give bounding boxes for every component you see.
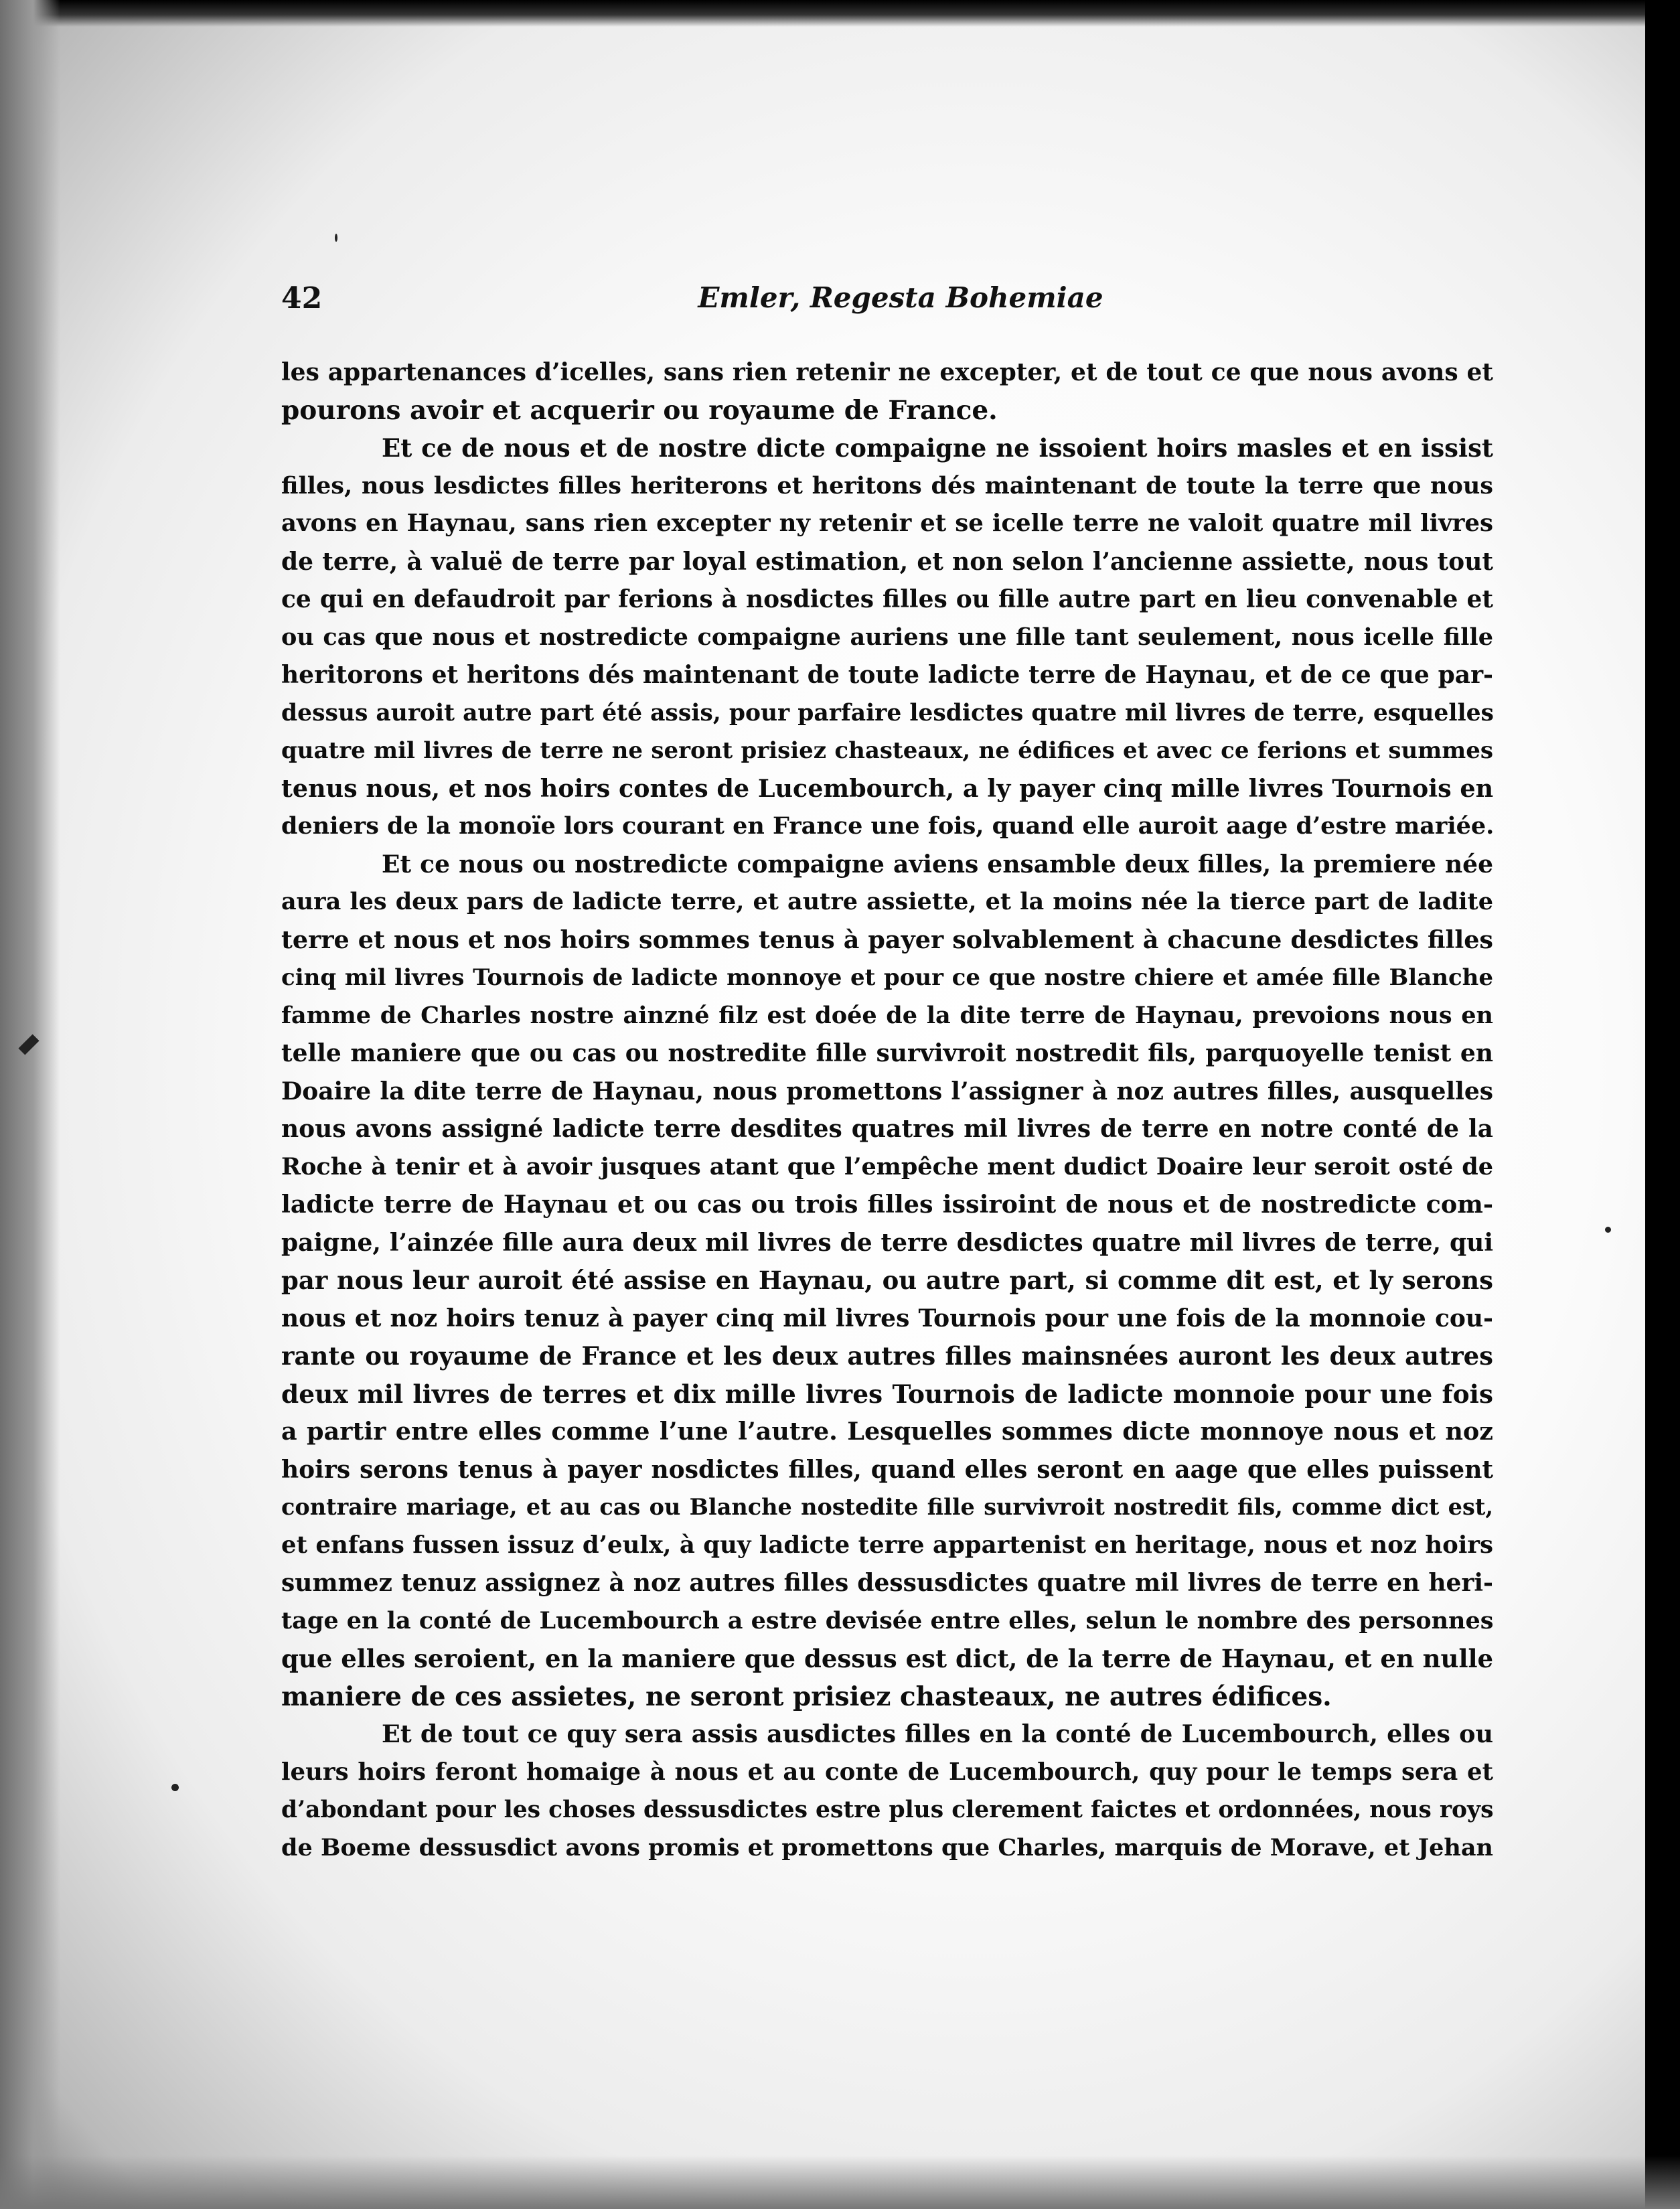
running-title: Emler, Regesta Bohemiae [698,281,1103,314]
page-number: 42 [281,281,323,315]
text-line: de Boeme dessusdict avons promis et promettons que Charles, marquis de Morave, et Jehan [281,1833,1493,1861]
text-line: nous et noz hoirs tenuz à payer cinq mil livres Tournois pour une fois de la monnoie cou- [281,1304,1493,1332]
text-line: ou cas que nous et nostredicte compaigne auriens une fille tant seulement, nous icelle fille [281,623,1493,651]
text-line: ce qui en defaudroit par ferions à nosdictes filles ou fille autre part en lieu convenable et [281,585,1493,613]
text-line: tage en la conté de Lucembourch a estre devisée entre elles, selun le nombre des personnes [281,1606,1494,1634]
text-line: heritorons et heritons dés maintenant de toute ladicte terre de Haynau, et de ce que par- [281,661,1493,689]
text-line: d’abondant pour les choses dessusdictes estre plus clerement faictes et ordonnées, nous roys [281,1797,1494,1823]
text-line: maniere de ces assietes, ne seront prisiez chasteaux, ne autres édifices. [281,1681,1332,1712]
scan-shadow-left [0,0,60,2209]
text-line: terre et nous et nos hoirs sommes tenus à payer solvablement à chacune desdictes filles [281,925,1493,954]
text-line: avons en Haynau, sans rien excepter ny retenir et se icelle terre ne valoit quatre mil livres [281,510,1493,537]
text-line: nous avons assigné ladicte terre desdites quatres mil livres de terre en notre conté de la [281,1115,1493,1143]
text-line: ladicte terre de Haynau et ou cas ou trois filles issiroint de nous et de nostredicte com- [281,1190,1493,1219]
text-line: paigne, l’ainzée fille aura deux mil livres de terre desdictes quatre mil livres de terre, qui [281,1228,1493,1257]
text-line: famme de Charles nostre ainzné filz est doée de la dite terre de Haynau, prevoions nous en [281,1001,1493,1029]
text-line: summez tenuz assignez à noz autres filles dessusdictes quatre mil livres de terre en heri- [281,1569,1493,1597]
text-line: tenus nous, et nos hoirs contes de Lucembourch, a ly payer cinq mille livres Tournois en [281,773,1494,803]
text-line: deniers de la monoïe lors courant en France une fois, quand elle auroit aage d’estre mariée. [281,812,1495,840]
text-line: Roche à tenir et à avoir jusques atant que l’empêche ment dudict Doaire leur seroit osté de [281,1152,1493,1180]
text-line: deux mil livres de terres et dix mille livres Tournois de ladicte monnoie pour une fois [281,1379,1493,1409]
scan-speck [1605,1227,1611,1233]
text-line: hoirs serons tenus à payer nosdictes filles, quand elles seront en aage que elles puissent [281,1455,1493,1484]
document-body [281,354,1493,1867]
text-line: filles, nous lesdictes filles heriterons et heritons dés maintenant de toute la terre que nous [281,471,1493,500]
text-line: Doaire la dite terre de Haynau, nous promettons l’assigner à noz autres filles, ausquelles [281,1077,1493,1106]
text-line: leurs hoirs feront homaige à nous et au conte de Lucembourch, quy pour le temps sera et [281,1758,1493,1786]
scan-shadow-bottom [0,2155,1680,2209]
scan-border-top [0,0,1680,27]
running-head [281,281,1493,321]
text-line: rante ou royaume de France et les deux autres filles mainsnées auront les deux autres [281,1341,1493,1371]
text-line: et enfans fussen issuz d’eulx, à quy ladicte terre appartenist en heritage, nous et noz hoirs [281,1531,1493,1559]
scan-speck [171,1784,179,1791]
text-line: les appartenances d’icelles, sans rien retenir ne excepter, et de tout ce que nous avons et [281,358,1493,386]
scan-speck [335,234,337,242]
text-line: dessus auroit autre part été assis, pour parfaire lesdictes quatre mil livres de terre, esquelles [281,699,1494,727]
text-line: Et ce de nous et de nostre dicte compaigne ne issoient hoirs masles et en issist [382,433,1493,463]
scan-border-right [1645,0,1680,2209]
text-line: contraire mariage, et au cas ou Blanche nostedite fille survivroit nostredit fils, comme dict est, [281,1494,1493,1520]
text-line: cinq mil livres Tournois de ladicte monnoye et pour ce que nostre chiere et amée fille Blanche [281,964,1493,991]
text-line: de terre, à valuë de terre par loyal estimation, et non selon l’ancienne assiette, nous tout [281,547,1493,576]
text-line: Et ce nous ou nostredicte compaigne aviens ensamble deux filles, la premiere née [382,850,1493,879]
text-line: que elles seroient, en la maniere que dessus est dict, de la terre de Haynau, et en nulle [281,1644,1494,1673]
text-line: aura les deux pars de ladicte terre, et autre assiette, et la moins née la tierce part de ladite [281,888,1493,915]
text-line: Et de tout ce quy sera assis ausdictes filles en la conté de Lucembourch, elles ou [382,1720,1493,1748]
text-line: par nous leur auroit été assise en Haynau, ou autre part, si comme dit est, et ly serons [281,1266,1493,1295]
text-line: quatre mil livres de terre ne seront prisiez chasteaux, ne édifices et avec ce ferions et summes [281,737,1493,764]
text-line: a partir entre elles comme l’une l’autre. Lesquelles sommes dicte monnoye nous et noz [281,1417,1493,1446]
text-line: telle maniere que ou cas ou nostredite fille survivroit nostredit fils, parquoyelle tenist en [281,1039,1493,1067]
text-line: pourons avoir et acquerir ou royaume de France. [281,394,998,426]
